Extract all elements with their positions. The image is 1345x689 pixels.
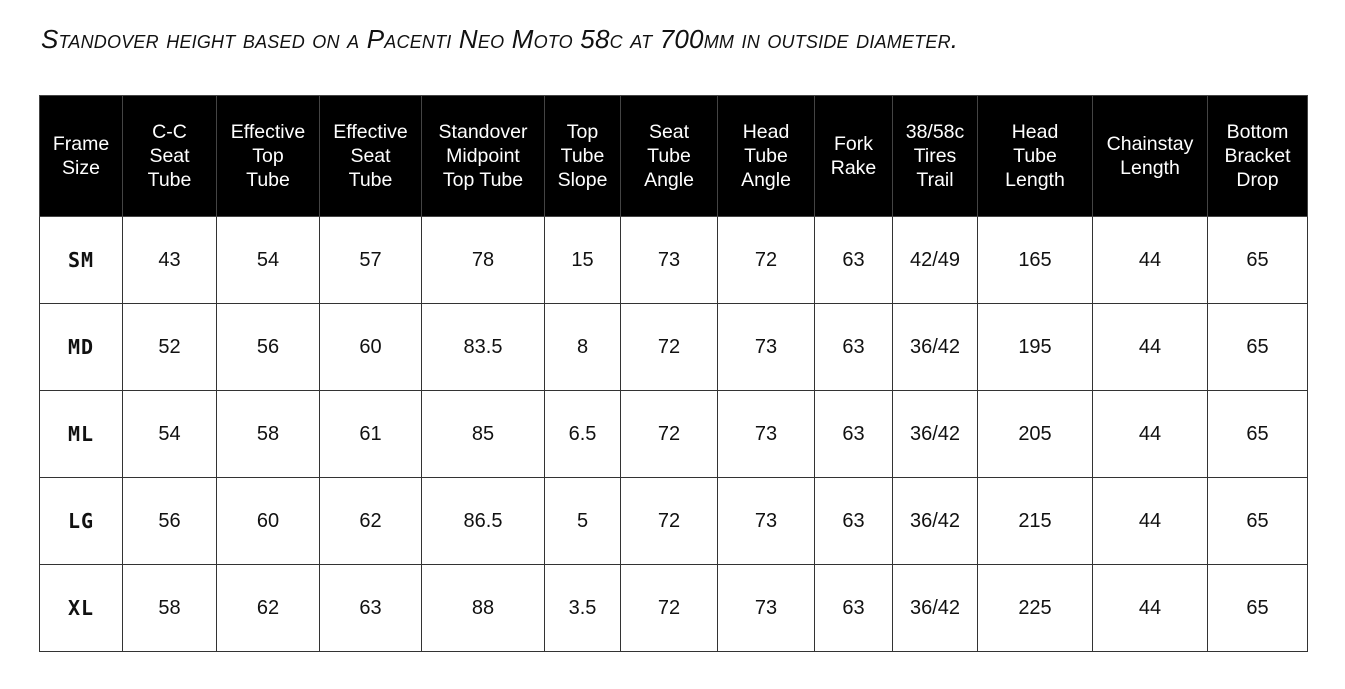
column-header <box>893 96 978 217</box>
column-header-line: Top <box>252 145 284 167</box>
column-header-line: Fork <box>834 133 873 155</box>
table-cell: 44 <box>1093 217 1208 304</box>
column-header-line: Tube <box>348 169 393 191</box>
column-header-line: Tube <box>744 145 788 167</box>
table-cell: 60 <box>320 304 422 391</box>
table-cell: 195 <box>978 304 1093 391</box>
column-header-line: Midpoint <box>446 145 520 167</box>
column-header-line: Effective <box>333 121 408 143</box>
table-cell: 44 <box>1093 391 1208 478</box>
column-header-line: Tube <box>246 169 290 191</box>
table-cell: 43 <box>123 217 217 304</box>
table-cell: 36/42 <box>893 304 978 391</box>
column-header <box>621 96 718 217</box>
table-cell: 54 <box>123 391 217 478</box>
table-cell: 73 <box>621 217 718 304</box>
table-cell: 58 <box>123 565 217 652</box>
table-cell: 63 <box>815 565 893 652</box>
column-header-line: Bottom <box>1226 121 1289 143</box>
table-cell: 36/42 <box>893 391 978 478</box>
column-header-line: Top <box>566 121 599 143</box>
table-cell: 86.5 <box>422 478 545 565</box>
table-cell: 58 <box>217 391 320 478</box>
table-cell: 215 <box>978 478 1093 565</box>
column-header-line: Tube <box>560 145 605 167</box>
table-cell: 78 <box>422 217 545 304</box>
table-cell: 65 <box>1208 478 1308 565</box>
column-header-line: Drop <box>1236 169 1279 191</box>
frame-size-cell: LG <box>40 478 123 565</box>
table-cell: 72 <box>621 304 718 391</box>
table-cell: 72 <box>621 478 718 565</box>
table-cell: 73 <box>718 478 815 565</box>
table-cell: 36/42 <box>893 565 978 652</box>
table-cell: 165 <box>978 217 1093 304</box>
table-row <box>40 565 1308 652</box>
column-header-line: Length <box>1005 169 1065 191</box>
table-cell: 85 <box>422 391 545 478</box>
table-cell: 56 <box>217 304 320 391</box>
header-row <box>40 96 1308 217</box>
column-header-line: Effective <box>230 121 306 143</box>
column-header-line: Tube <box>1013 145 1057 167</box>
table-cell: 61 <box>320 391 422 478</box>
table-cell: 44 <box>1093 304 1208 391</box>
column-header <box>718 96 815 217</box>
column-header-line: Seat <box>149 145 190 167</box>
column-header <box>815 96 893 217</box>
table-cell: 3.5 <box>545 565 621 652</box>
table-cell: 88 <box>422 565 545 652</box>
column-header-line: Chainstay <box>1106 133 1194 155</box>
table-cell: 72 <box>621 565 718 652</box>
column-header-line: Head <box>1011 121 1059 143</box>
table-cell: 83.5 <box>422 304 545 391</box>
column-header-line: Seat <box>350 145 391 167</box>
frame-size-cell: ML <box>40 391 123 478</box>
column-header-line: Tube <box>147 169 192 191</box>
table-row <box>40 478 1308 565</box>
table-cell: 225 <box>978 565 1093 652</box>
column-header-line: Slope <box>557 169 608 191</box>
table-cell: 36/42 <box>893 478 978 565</box>
table-row <box>40 304 1308 391</box>
table-cell: 6.5 <box>545 391 621 478</box>
table-body <box>40 217 1308 652</box>
table-cell: 57 <box>320 217 422 304</box>
table-cell: 15 <box>545 217 621 304</box>
column-header-line: Seat <box>648 121 690 143</box>
column-header <box>40 96 123 217</box>
column-header-line: Angle <box>741 169 791 191</box>
table-cell: 54 <box>217 217 320 304</box>
table-cell: 65 <box>1208 217 1308 304</box>
table-cell: 44 <box>1093 565 1208 652</box>
column-header <box>978 96 1093 217</box>
table-caption: Standover height based on a Pacenti Neo Moto 58c at 700mm in outside diameter. <box>41 24 959 54</box>
table-row <box>40 391 1308 478</box>
table-header <box>40 96 1308 217</box>
column-header <box>217 96 320 217</box>
column-header-line: Angle <box>644 169 694 191</box>
column-header-line: Tires <box>913 145 957 167</box>
column-header-line: 38/58c <box>905 121 965 143</box>
column-header-line: Standover <box>438 121 528 143</box>
column-header <box>1208 96 1308 217</box>
table-cell: 62 <box>217 565 320 652</box>
table-cell: 5 <box>545 478 621 565</box>
table-cell: 65 <box>1208 391 1308 478</box>
table-cell: 65 <box>1208 304 1308 391</box>
table-cell: 73 <box>718 391 815 478</box>
frame-size-cell: SM <box>40 217 123 304</box>
column-header <box>1093 96 1208 217</box>
table-row <box>40 217 1308 304</box>
table-cell: 8 <box>545 304 621 391</box>
column-header-line: Trail <box>916 169 954 191</box>
table-cell: 44 <box>1093 478 1208 565</box>
column-header-line: Bracket <box>1224 145 1291 167</box>
column-header-line: Top Tube <box>442 169 524 191</box>
table-cell: 60 <box>217 478 320 565</box>
table-cell: 73 <box>718 565 815 652</box>
table-cell: 63 <box>320 565 422 652</box>
column-header-line: Tube <box>647 145 691 167</box>
table-cell: 72 <box>718 217 815 304</box>
column-header-line: Size <box>62 157 100 179</box>
table-cell: 73 <box>718 304 815 391</box>
table-cell: 65 <box>1208 565 1308 652</box>
column-header-line: Frame <box>52 133 110 155</box>
geometry-table <box>39 95 1308 652</box>
table-cell: 63 <box>815 217 893 304</box>
table-cell: 63 <box>815 304 893 391</box>
column-header <box>320 96 422 217</box>
column-header <box>545 96 621 217</box>
table-cell: 42/49 <box>893 217 978 304</box>
table-cell: 52 <box>123 304 217 391</box>
table-cell: 56 <box>123 478 217 565</box>
column-header <box>422 96 545 217</box>
column-header-line: Rake <box>830 157 877 179</box>
column-header-line: Length <box>1120 157 1180 179</box>
table-cell: 63 <box>815 478 893 565</box>
table-cell: 205 <box>978 391 1093 478</box>
table-cell: 62 <box>320 478 422 565</box>
column-header-line: Head <box>742 121 790 143</box>
column-header-line: C-C <box>152 121 187 143</box>
table-cell: 63 <box>815 391 893 478</box>
frame-size-cell: XL <box>40 565 123 652</box>
table-cell: 72 <box>621 391 718 478</box>
frame-size-cell: MD <box>40 304 123 391</box>
column-header <box>123 96 217 217</box>
